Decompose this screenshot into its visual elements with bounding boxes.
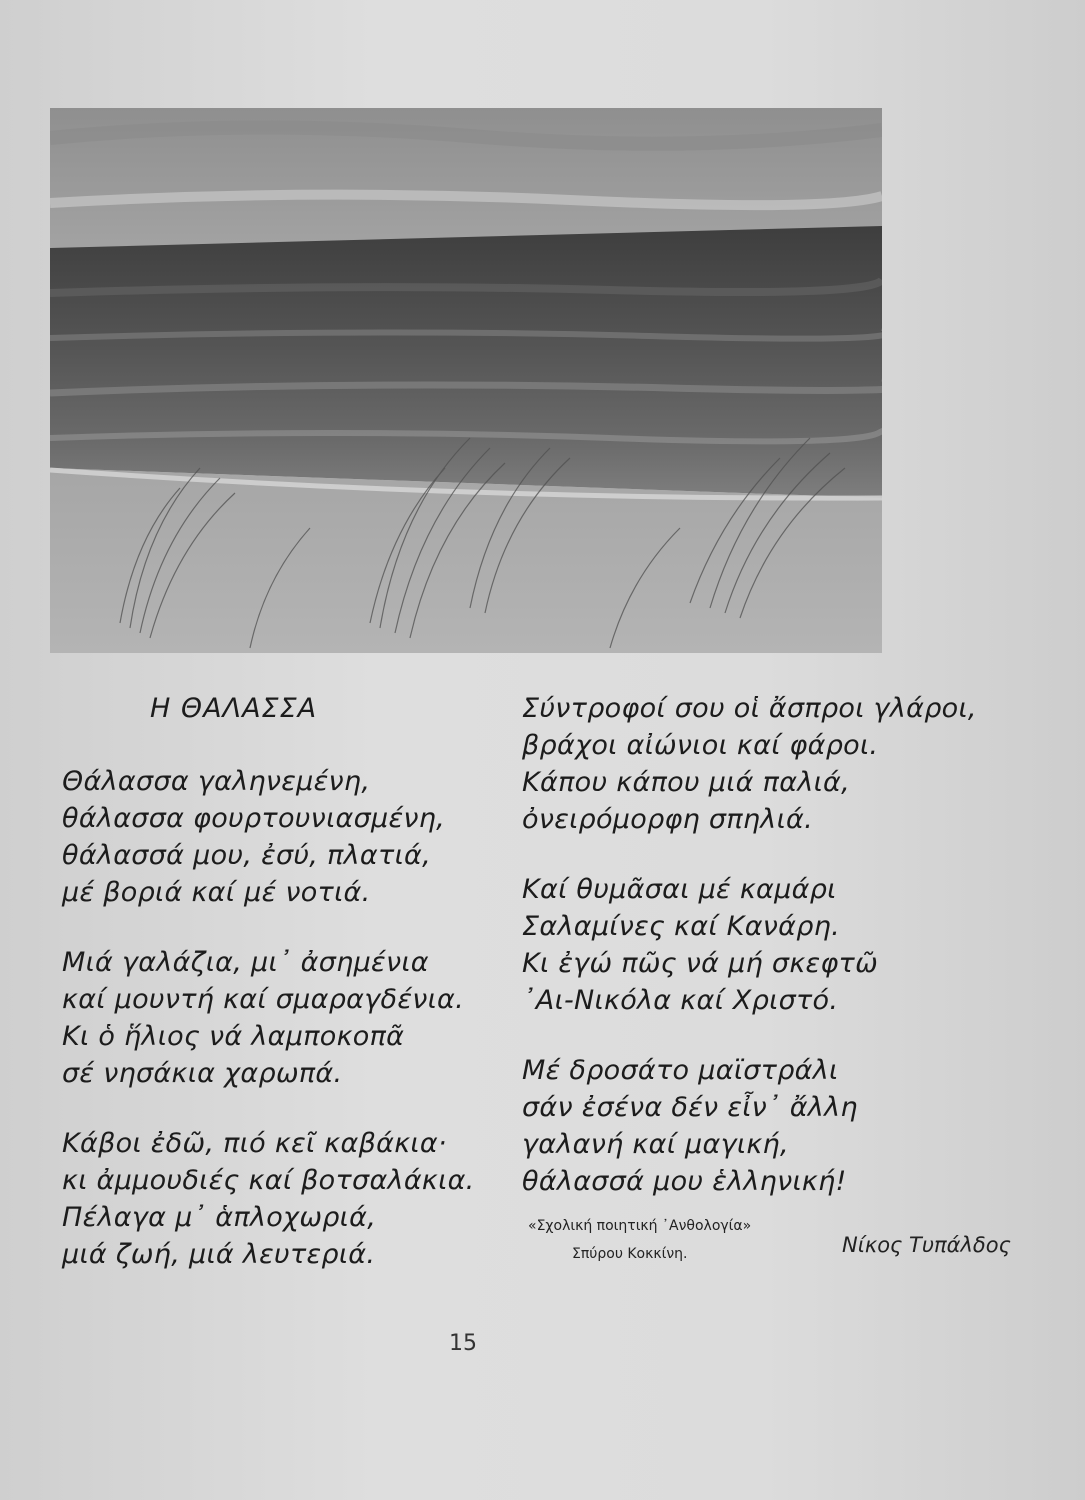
stanza xyxy=(62,944,502,1092)
source-editor: Σπύρου Κοκκίνη. xyxy=(572,1246,688,1262)
stanza xyxy=(522,690,1052,838)
page-number: 15 xyxy=(449,1331,477,1356)
verse-line: Κάπου κάπου μιά παλιά, xyxy=(522,767,851,798)
verse-line: Σαλαμίνες καί Κανάρη. xyxy=(522,911,840,942)
verse-line: κι ἀμμουδιές καί βοτσαλάκια. xyxy=(62,1165,475,1196)
verse-line: Κι ὁ ἥλιος νά λαμποκοπᾶ xyxy=(62,1021,405,1052)
poem-left-column xyxy=(62,690,502,1306)
stanza xyxy=(62,763,502,911)
verse-line: βράχοι αἰώνιοι καί φάροι. xyxy=(522,730,879,761)
verse-line: σέ νησάκια χαρωπά. xyxy=(62,1058,343,1089)
source-anthology: «Σχολική ποιητική ᾽Ανθολογία» xyxy=(528,1218,752,1234)
sea-illustration xyxy=(50,108,882,653)
verse-line: Μέ δροσάτο μαϊστράλι xyxy=(522,1055,839,1086)
verse-line: μιά ζωή, μιά λευτεριά. xyxy=(62,1239,376,1270)
poem-right-column xyxy=(522,690,1052,1233)
verse-line: Θάλασσα γαληνεμένη, xyxy=(62,766,371,797)
verse-line: θάλασσά μου, ἐσύ, πλατιά, xyxy=(62,840,431,871)
verse-line: σάν ἐσένα δέν εἶν᾽ ἄλλη xyxy=(522,1092,858,1123)
verse-line: ὀνειρόμορφη σπηλιά. xyxy=(522,804,814,835)
verse-line: ᾽Αι-Νικόλα καί Χριστό. xyxy=(522,985,839,1016)
verse-line: Κάβοι ἐδῶ, πιό κεῖ καβάκια· xyxy=(62,1128,447,1159)
poem-title: Η ΘΑΛΑΣΣΑ xyxy=(150,693,318,724)
verse-line: θάλασσα φουρτουνιασμένη, xyxy=(62,803,446,834)
verse-line: Σύντροφοί σου οἱ ἄσπροι γλάροι, xyxy=(522,693,977,724)
stanza xyxy=(62,1125,502,1273)
verse-line: καί μουντή καί σμαραγδένια. xyxy=(62,984,465,1015)
verse-line: μέ βοριά καί μέ νοτιά. xyxy=(62,877,371,908)
poem-author: Νίκος Τυπάλδος xyxy=(842,1233,1011,1257)
stanza xyxy=(522,871,1052,1019)
verse-line: Πέλαγα μ᾽ ἁπλοχωριά, xyxy=(62,1202,377,1233)
verse-line: γαλανή καί μαγική, xyxy=(522,1129,789,1160)
stanza xyxy=(522,1052,1052,1200)
verse-line: θάλασσά μου ἑλληνική! xyxy=(522,1166,847,1197)
verse-line: Κι ἐγώ πῶς νά μή σκεφτῶ xyxy=(522,948,879,979)
verse-line: Μιά γαλάζια, μι᾽ ἀσημένια xyxy=(62,947,429,978)
verse-line: Καί θυμᾶσαι μέ καμάρι xyxy=(522,874,837,905)
source-citation xyxy=(528,1212,751,1268)
